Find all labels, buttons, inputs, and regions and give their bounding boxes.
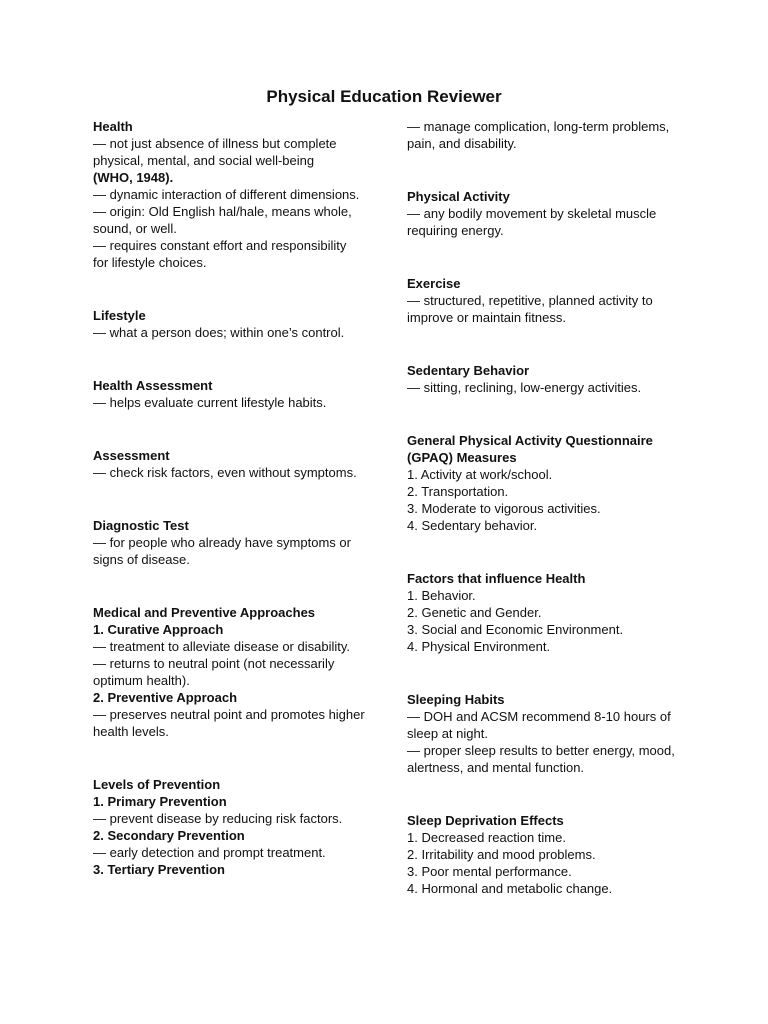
section-factors: [407, 570, 679, 655]
list-item: 1. Activity at work/school.: [407, 467, 553, 482]
section-text: — check risk factors, even without symptoms.: [93, 465, 357, 480]
list-item: 4. Hormonal and metabolic change.: [407, 881, 613, 896]
section-subheading: 1. Primary Prevention: [93, 794, 227, 809]
list-item: 3. Moderate to vigorous activities.: [407, 501, 601, 516]
section-subheading: 1. Curative Approach: [93, 622, 224, 637]
list-item: 4. Physical Environment.: [407, 639, 551, 654]
section-assessment: [93, 447, 365, 481]
section-text: — early detection and prompt treatment.: [93, 845, 326, 860]
section-heading: Health Assessment: [93, 378, 213, 393]
section-subheading: 2. Preventive Approach: [93, 690, 238, 705]
section-diagnostic-test: [93, 517, 365, 568]
section-heading: Exercise: [407, 276, 461, 291]
section-sleeping-habits: [407, 691, 679, 776]
section-text: — helps evaluate current lifestyle habits.: [93, 395, 327, 410]
section-heading: Medical and Preventive Approaches: [93, 605, 316, 620]
section-subheading: 2. Secondary Prevention: [93, 828, 245, 843]
section-text: — any bodily movement by skeletal muscle requiring energy.: [407, 206, 660, 238]
section-text: — treatment to alleviate disease or disability.: [93, 639, 350, 654]
section-approaches: [93, 604, 369, 740]
list-item: 1. Decreased reaction time.: [407, 830, 566, 845]
list-item: 1. Behavior.: [407, 588, 476, 603]
section-heading: Diagnostic Test: [93, 518, 189, 533]
section-health: [93, 118, 365, 271]
section-text: — structured, repetitive, planned activity to improve or maintain fitness.: [407, 293, 657, 325]
section-lifestyle: [93, 307, 365, 341]
list-item: 2. Irritability and mood problems.: [407, 847, 596, 862]
section-text: — dynamic interaction of different dimensions.: [93, 187, 360, 202]
section-heading: Sleeping Habits: [407, 692, 505, 707]
section-heading: Sleep Deprivation Effects: [407, 813, 564, 828]
section-heading: Health: [93, 119, 133, 134]
page-title: Physical Education Reviewer: [266, 87, 502, 106]
section-heading: Lifestyle: [93, 308, 146, 323]
section-text: — not just absence of illness but complete physical, mental, and social well-being: [93, 136, 341, 168]
section-text: — origin: Old English hal/hale, means whole, sound, or well.: [93, 204, 356, 236]
list-item: 4. Sedentary behavior.: [407, 518, 538, 533]
section-text: — requires constant effort and responsibility for lifestyle choices.: [93, 238, 351, 270]
section-sleep-deprivation: [407, 812, 679, 897]
section-sedentary: [407, 362, 679, 396]
section-text: — proper sleep results to better energy, mood, alertness, and mental function.: [407, 743, 679, 775]
section-subheading: 3. Tertiary Prevention: [93, 862, 225, 877]
section-gpaq: [407, 432, 679, 534]
section-text: — sitting, reclining, low-energy activities.: [407, 380, 642, 395]
section-heading: Sedentary Behavior: [407, 363, 530, 378]
section-heading: Factors that influence Health: [407, 571, 586, 586]
section-text: (WHO, 1948).: [93, 170, 174, 185]
section-exercise: [407, 275, 679, 326]
section-text: — preserves neutral point and promotes higher health levels.: [93, 707, 369, 739]
section-tertiary-continued: [407, 118, 679, 152]
section-text: — returns to neutral point (not necessarily optimum health).: [93, 656, 338, 688]
section-physical-activity: [407, 188, 679, 239]
list-item: 2. Genetic and Gender.: [407, 605, 542, 620]
section-prevention: [93, 776, 365, 878]
section-heading: Assessment: [93, 448, 170, 463]
list-item: 3. Poor mental performance.: [407, 864, 572, 879]
section-health-assessment: [93, 377, 365, 411]
section-heading: General Physical Activity Questionnaire (GPAQ) Measures: [407, 433, 657, 465]
section-text: — DOH and ACSM recommend 8-10 hours of sleep at night.: [407, 709, 675, 741]
list-item: 2. Transportation.: [407, 484, 509, 499]
section-heading: Physical Activity: [407, 189, 510, 204]
section-text: — what a person does; within one’s control.: [93, 325, 345, 340]
left-column: [93, 118, 369, 878]
section-text: — for people who already have symptoms or signs of disease.: [93, 535, 355, 567]
section-text: — prevent disease by reducing risk factors.: [93, 811, 343, 826]
right-column: [407, 118, 679, 897]
list-item: 3. Social and Economic Environment.: [407, 622, 624, 637]
section-text: — manage complication, long-term problems, pain, and disability.: [407, 119, 673, 151]
section-heading: Levels of Prevention: [93, 777, 221, 792]
